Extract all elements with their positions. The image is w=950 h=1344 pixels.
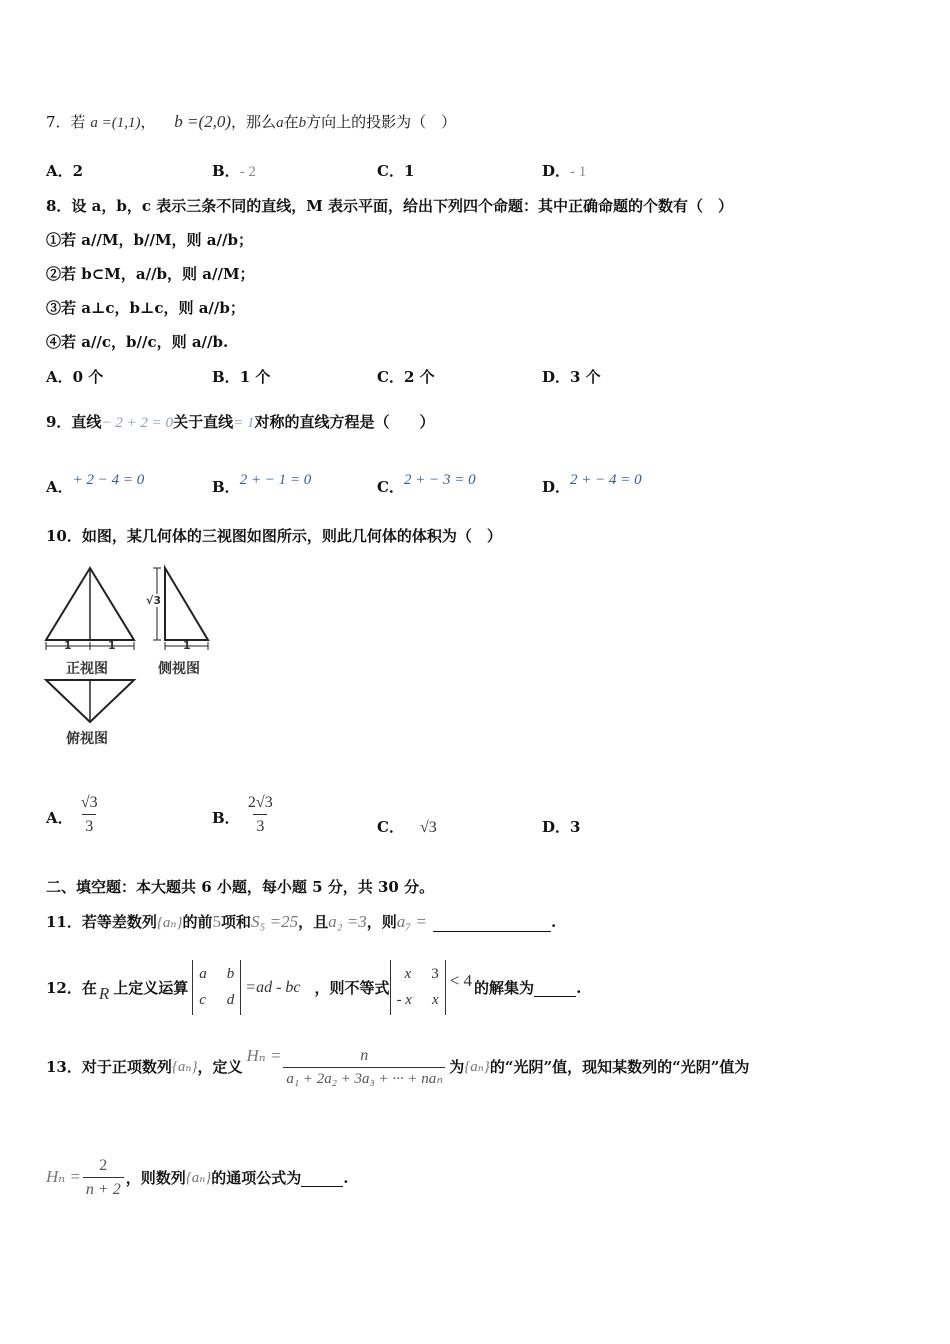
q7-option-a[interactable]: A．2	[46, 162, 84, 180]
q7-option-d[interactable]: D．- 1	[542, 162, 587, 180]
front-view-label: 正视图	[66, 661, 108, 677]
q10-option-c[interactable]: C． √3	[377, 818, 437, 836]
q8-option-d[interactable]: D．3 个	[542, 368, 601, 386]
three-view-figure	[40, 560, 240, 750]
q8-option-b[interactable]: B．1 个	[212, 368, 271, 386]
front-dim-right: 1	[108, 639, 116, 652]
top-view-label: 俯视图	[66, 731, 108, 747]
q12-answer-blank[interactable]	[534, 978, 576, 997]
q9-option-b[interactable]: B．2 + − 1 = 0	[212, 472, 312, 496]
determinant-definition: a b c d	[192, 960, 241, 1015]
side-view-label: 侧视图	[158, 661, 200, 677]
q8-stem: 8．设 a，b，c 表示三条不同的直线，M 表示平面，给出下列四个命题：其中正确命题的个数有（ ）	[46, 197, 734, 215]
q11-answer-blank[interactable]	[433, 913, 551, 932]
q13-stem: 13．对于正项数列 {aₙ} ，定义 Hₙ = $\frac{n}{\text{a₁ + 2a₂ + 3a₃ + ··· + naₙ}}$ 为 {aₙ} 的“光阴”值，现知某数列的“光阴”值为	[46, 1045, 750, 1088]
q13-answer-blank[interactable]	[301, 1168, 343, 1187]
q9-line-1: − 2 + 2 = 0	[101, 415, 174, 431]
q8-prop-4: ④若 a//c，b//c，则 a//b.	[46, 333, 229, 351]
front-dim-left: 1	[64, 639, 72, 652]
q13-value-fraction: $\frac{2}{n + 2}$	[83, 1156, 124, 1199]
q8-prop-1: ①若 a//M，b//M，则 a//b；	[46, 231, 253, 249]
q11-stem: 11．若等差数列{aₙ}的前5项和S₅ =25，且a₂ =3，则a₇ = .	[46, 912, 557, 931]
q10-stem: 10．如图，某几何体的三视图如图所示，则此几何体的体积为（ ）	[46, 527, 502, 545]
q9-option-a[interactable]: A．+ 2 − 4 = 0	[46, 472, 145, 496]
q8-prop-3: ③若 a⊥c，b⊥c，则 a//b；	[46, 299, 245, 317]
q9-line-2: = 1	[233, 415, 255, 431]
q9-stem: 9．直线− 2 + 2 = 0关于直线= 1对称的直线方程是（ ）	[46, 413, 435, 431]
side-dim-bottom: 1	[183, 639, 191, 652]
q8-option-a[interactable]: A．0 个	[46, 368, 104, 386]
side-view-triangle	[165, 568, 208, 640]
section-2-heading: 二、填空题：本大题共 6 小题，每小题 5 分，共 30 分。	[46, 878, 435, 896]
q8-prop-2: ②若 b⊂M，a//b，则 a//M；	[46, 265, 255, 283]
q8-option-c[interactable]: C．2 个	[377, 368, 435, 386]
q12-stem: 12．在 R 上定义运算 a b c d =ad - bc ，则不等式 x 3 - x x < 4 的解集为 .	[46, 960, 581, 1015]
q13-continuation: Hₙ = $\frac{2}{n + 2}$ ，则数列 {aₙ} 的通项公式为 .	[46, 1157, 349, 1199]
vector-b-value: b =(2,0)	[174, 112, 232, 131]
vector-a-value: a =(1,1)	[90, 115, 141, 131]
q7-option-c[interactable]: C．1	[377, 162, 415, 180]
q13-definition-fraction: $\frac{n}{\text{a₁ + 2a₂ + 3a₃ + ··· + naₙ}}$	[283, 1046, 445, 1088]
q10-option-a[interactable]: A． $\frac{√3}{3}$	[46, 794, 98, 836]
q7-stem: 7．若 a =(1,1)， b =(2,0)，那么a在b方向上的投影为（ ）	[46, 112, 457, 131]
determinant-inequality: x 3 - x x	[390, 960, 446, 1015]
q9-option-d[interactable]: D．2 + − 4 = 0	[542, 472, 642, 496]
q9-option-c[interactable]: C．2 + − 3 = 0	[377, 472, 476, 496]
q10-option-d[interactable]: D．3	[542, 818, 581, 836]
three-view-drawing	[40, 560, 240, 750]
q10-option-b[interactable]: B． $\frac{2√3}{3}$	[212, 794, 273, 836]
side-dim-height: √3	[146, 594, 161, 607]
q7-option-b[interactable]: B．- 2	[212, 162, 256, 180]
